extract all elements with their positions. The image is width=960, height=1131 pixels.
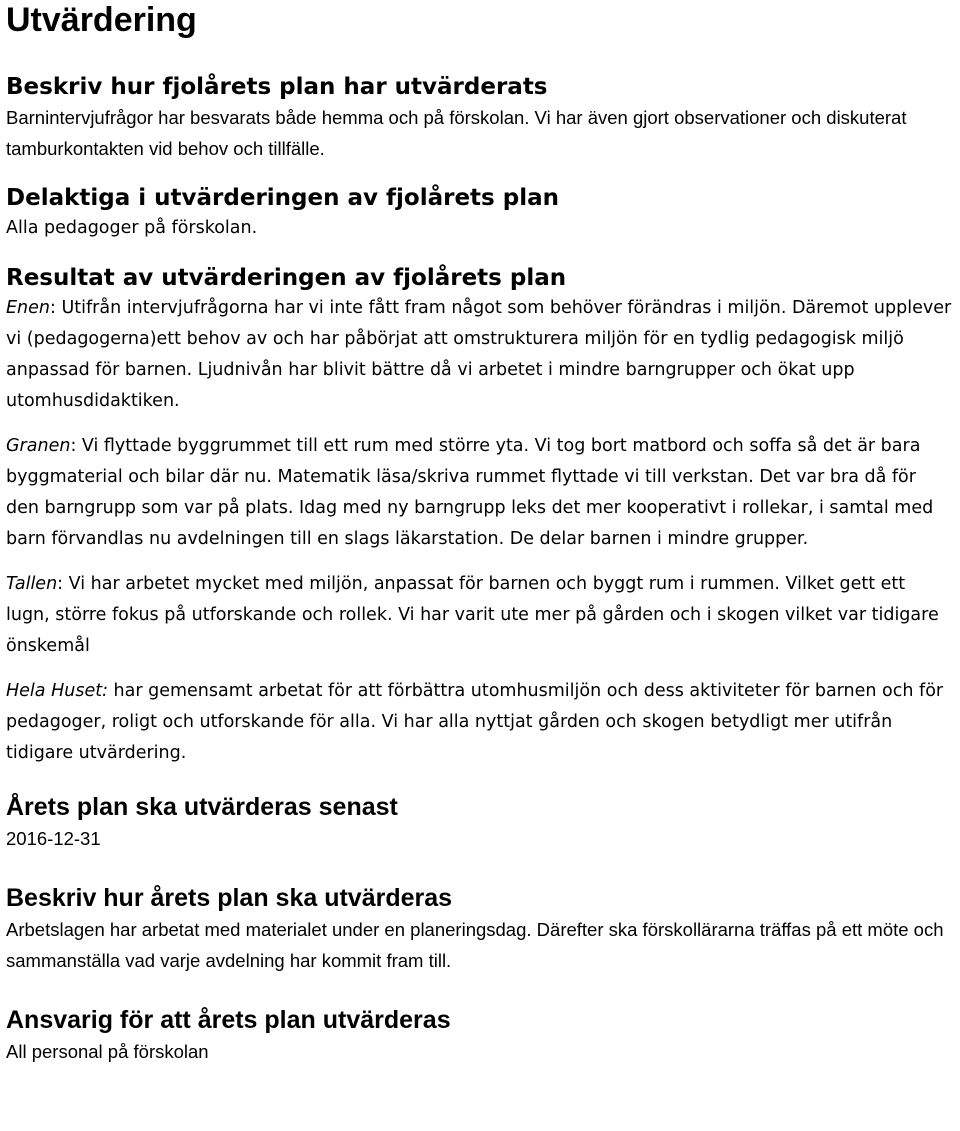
section-heading-evaluation-method-last-year: Beskriv hur fjolårets plan har utvärderats (6, 74, 548, 100)
section-heading-participants: Delaktiga i utvärderingen av fjolårets plan (6, 185, 559, 211)
section-body-participants: Alla pedagoger på förskolan. (6, 218, 258, 238)
result-label-tallen: Tallen (6, 574, 58, 594)
section-heading-evaluation-deadline: Årets plan ska utvärderas senast (6, 793, 398, 821)
result-text-tallen: : Vi har arbetet mycket med miljön, anpassat för barnen och byggt rum i rummen. Vilket gett ett lugn, större fokus på utforskande och rollek. Vi har varit ute mer på gården och i skogen vilket var tidigare önskemål (6, 574, 939, 656)
section-body-evaluation-method-this-year: Arbetslagen har arbetat med materialet under en planeringsdag. Därefter ska förskollärarna träffas på ett möte och sammanställa vad varje avdelning har kommit fram till. (6, 919, 944, 971)
section-body-responsible: All personal på förskolan (6, 1041, 209, 1062)
section-heading-responsible: Ansvarig för att årets plan utvärderas (6, 1006, 451, 1034)
result-text-hela-huset: har gemensamt arbetat för att förbättra utomhusmiljön och dess aktiviteter för barnen och för pedagoger, roligt och utforskande för alla. Vi har alla nyttjat gården och skogen betydligt mer utifrån tidigare utvärdering. (6, 681, 944, 763)
evaluation-deadline-date: 2016-12-31 (6, 828, 101, 849)
result-text-granen: : Vi flyttade byggrummet till ett rum med större yta. Vi tog bort matbord och soffa så det är bara byggmaterial och bilar där nu. Matematik läsa/skriva rummet flyttade vi till verkstan. Det var bra då för den barngrupp som var på plats. Idag med ny barngrupp leks det mer kooperativt i rollekar, i samtal med barn förvandlas nu avdelningen till en slags läkarstation. De delar barnen i mindre grupper. (6, 436, 934, 549)
result-paragraph-tallen (6, 569, 954, 662)
result-text-enen: : Utifrån intervjufrågorna har vi inte fått fram något som behöver förändras i miljön. Däremot upplever vi (pedagogerna)ett behov av och har påbörjat att omstrukturera miljön för en tydlig pedagogisk miljö anpassad för barnen. Ljudnivån har blivit bättre då vi arbetet i mindre barngrupper och ökat upp utomhusdidaktiken. (6, 298, 952, 411)
section-heading-results: Resultat av utvärderingen av fjolårets plan (6, 265, 567, 291)
result-label-granen: Granen (6, 436, 71, 456)
result-paragraph-granen (6, 431, 954, 555)
result-label-hela-huset: Hela Huset: (6, 681, 108, 701)
result-paragraph-enen (6, 293, 954, 417)
section-body-evaluation-method-last-year: Barnintervjufrågor har besvarats både hemma och på förskolan. Vi har även gjort observationer och diskuterat tamburkontakten vid behov och tillfälle. (6, 107, 907, 159)
result-label-enen: Enen (6, 298, 51, 318)
page-title: Utvärdering (6, 1, 197, 39)
result-paragraph-hela-huset (6, 676, 954, 769)
section-heading-evaluation-method-this-year: Beskriv hur årets plan ska utvärderas (6, 884, 453, 912)
